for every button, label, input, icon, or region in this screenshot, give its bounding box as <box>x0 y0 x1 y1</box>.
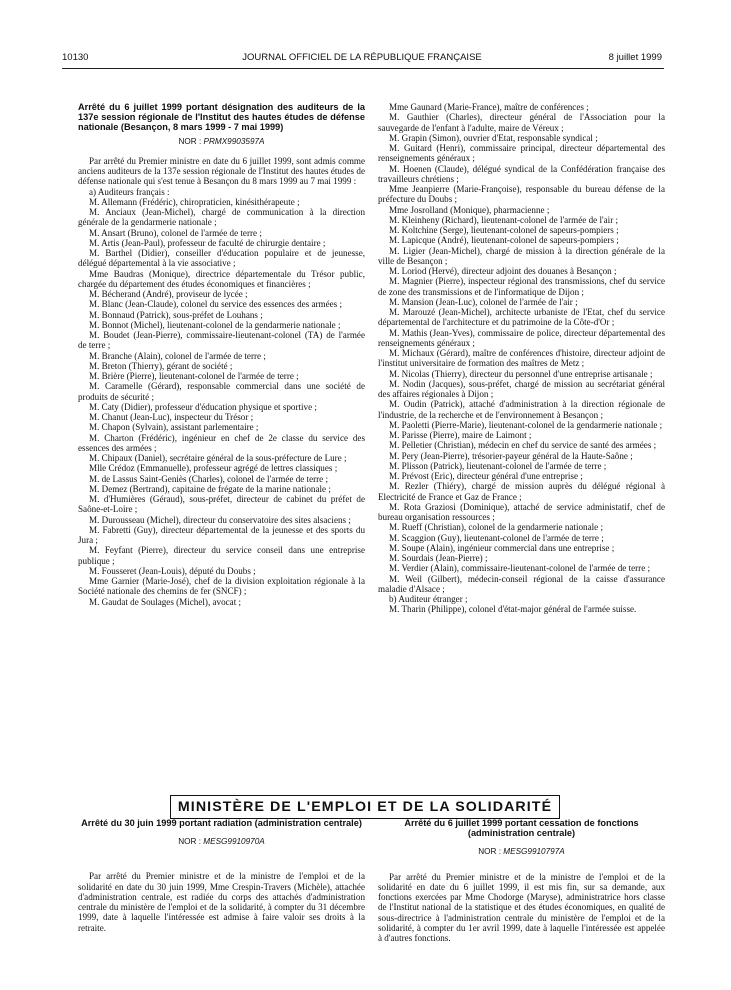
list-item: M. Nodin (Jacques), sous-préfet, chargé de mission au secrétariat général des affaires régionales à Dijon ; <box>378 378 665 399</box>
list-item: M. Breton (Thierry), gérant de société ; <box>89 360 233 371</box>
list-item: M. Hoenen (Claude), délégué syndical de la Confédération française des travailleurs chrétiens ; <box>378 163 665 184</box>
arrete2-nor-code: MESG9910970A <box>203 837 265 847</box>
list-item: M. Mansion (Jean-Luc), colonel de l'armée de l'air ; <box>389 296 578 307</box>
list-item: M. Anciaux (Jean-Michel), chargé de communication à la direction générale de la gendarmerie nationale ; <box>78 207 365 228</box>
list-item: M. Plisson (Patrick), lieutenant-colonel de l'armée de terre ; <box>389 460 607 471</box>
list-item: Mme Jeanpierre (Marie-Françoise), responsable du bureau défense de la préfecture du Doubs ; <box>378 184 665 205</box>
list-item: M. Nicolas (Thierry), directeur du personnel d'une entreprise artisanale ; <box>389 368 653 379</box>
list-item: M. Barthel (Didier), conseiller d'éducation populaire et de jeunesse, délégué départemental à la vie associative ; <box>78 248 365 269</box>
list-item: M. Durousseau (Michel), directeur du conservatoire des sites alsaciens ; <box>89 514 351 525</box>
list-item: M. Pelletier (Christian), médecin en chef du service de santé des armées ; <box>389 440 657 451</box>
list-item: M. Lapicque (André), lieutenant-colonel de sapeurs-pompiers ; <box>389 235 619 246</box>
arrete2-nor-label: NOR : <box>178 837 201 847</box>
list-item: M. Verdier (Alain), commissaire-lieutenant-colonel de l'armée de terre ; <box>389 563 651 574</box>
list-item: M. Demez (Bertrand), capitaine de frégate de la marine nationale ; <box>89 483 331 494</box>
list-item: Mlle Crédoz (Emmanuelle), professeur agrégé de lettres classiques ; <box>89 463 338 474</box>
list-item: M. Artis (Jean-Paul), professeur de faculté de chirurgie dentaire ; <box>89 237 326 248</box>
list-item: M. Ansart (Bruno), colonel de l'armée de terre ; <box>89 227 262 238</box>
arrete2-title: Arrêté du 30 juin 1999 portant radiation (administration centrale) <box>81 818 362 828</box>
list-item: M. Scaggion (Guy), lieutenant-colonel de l'armée de terre ; <box>389 532 604 543</box>
list-item: M. Caty (Didier), professeur d'éducation physique et sportive ; <box>89 401 317 412</box>
list-item: M. Gaudat de Soulages (Michel), avocat ; <box>89 596 242 607</box>
list-item: M. Guitard (Henri), commissaire principal, directeur départemental des renseignements généraux ; <box>378 143 665 164</box>
list-item: M. Weil (Gilbert), médecin-conseil régional de la caisse d'assurance maladie d'Alsace ; <box>378 573 665 594</box>
list-item: M. Fabretti (Guy), directeur départemental de la jeunesse et des sports du Jura ; <box>78 524 365 546</box>
list-item: M. Bécherand (André), proviseur de lycée ; <box>89 289 248 300</box>
list-item: M. d'Humières (Géraud), sous-préfet, directeur de cabinet du préfet de Saône-et-Loire ; <box>78 494 365 515</box>
list-item: M. Oudin (Patrick), attaché d'administration à la direction régionale de l'industrie, de la recherche et de l'environnement à Besançon ; <box>378 399 665 420</box>
list-item: M. Charton (Frédéric), ingénieur en chef de 2e classe du service des essences des armées ; <box>78 432 365 453</box>
arrete2-text: Par arrêté du Premier ministre et de la ministre de l'emploi et de la solidarité en date du 30 juin 1999, Mme Crespin-Travers (Michèle), attachée d'administration centrale, est radiée du corps des attachés d'administration centrale du ministère de l'emploi et de la solidarité, à compter du 31 décembre 1999, date à laquelle l'intéressée est admise à faire valoir ses droits à la retraite. <box>78 871 365 933</box>
list-item: M. Rezler (Thiéry), chargé de mission auprès du délégué régional à Electricité de France et Gaz de France ; <box>378 481 665 502</box>
list-item: M. Bonnaud (Patrick), sous-préfet de Louhans ; <box>89 309 263 320</box>
list-item: M. Kleinheny (Richard), lieutenant-colonel de l'armée de l'air ; <box>389 214 619 225</box>
arrete1-right-list <box>378 102 665 615</box>
list-item: M. Mathis (Jean-Yves), commissaire de police, directeur départemental des renseignements généraux ; <box>378 327 665 348</box>
arrete3-column <box>378 818 665 943</box>
arrete3-title: Arrêté du 6 juillet 1999 portant cessation de fonctions (administration centrale) <box>404 818 639 839</box>
list-item: M. Rota Graziosi (Dominique), attaché de service administatif, chef de bureau organisation ressources ; <box>378 501 665 522</box>
issue-date: 8 juillet 1999 <box>608 52 662 63</box>
page-header <box>62 52 662 66</box>
list-item: M. Prévost (Eric), directeur général d'une entreprise ; <box>389 471 583 481</box>
list-item: M. Loriod (Hervé), directeur adjoint des douanes à Besançon ; <box>389 266 617 276</box>
list-item: M. Feyfant (Pierre), directeur du service conseil dans une entreprise publique ; <box>78 545 365 566</box>
arrete1-nor-label: NOR : <box>178 136 202 146</box>
list-item: M. Parisse (Pierre), maire de Laimont ; <box>389 430 532 440</box>
arrete3-nor <box>378 847 665 857</box>
list-item: M. Gauthier (Charles), directeur général de l'Association pour la sauvegarde de l'enfant à l'adulte, maire de Véreux ; <box>378 112 665 133</box>
arrete1-nor-code: PRMX9903597A <box>203 136 265 146</box>
list-item: M. Blanc (Jean-Claude), colonel du service des essences des armées ; <box>89 299 343 310</box>
arrete3-nor-code: MESG9910797A <box>503 847 565 857</box>
list-item: M. Branche (Alain), colonel de l'armée de terre ; <box>89 350 266 361</box>
arrete1-title: Arrêté du 6 juillet 1999 portant désignation des auditeurs de la 137e session régionale de l'Institut des hautes études de défense nationale (Besançon, 8 mars 1999 - 7 mai 1999) <box>78 102 365 133</box>
ministry-name: MINISTÈRE DE L'EMPLOI ET DE LA SOLIDARITÉ <box>177 799 553 815</box>
list-item: M. Caramelle (Gérard), responsable commercial dans une société de produits de sécurité ; <box>78 381 365 402</box>
list-item: a) Auditeurs français : <box>89 186 170 197</box>
list-item: M. Ligier (Jean-Michel), chargé de mission à la direction générale de la ville de Besançon ; <box>378 245 665 266</box>
list-item: M. Soupe (Alain), ingénieur commercial dans une entreprise ; <box>389 542 615 553</box>
list-item: M. Chapon (Sylvain), assistant parlementaire ; <box>89 422 259 433</box>
arrete2-nor <box>78 837 365 847</box>
arrete2-column <box>78 818 365 933</box>
list-item: M. Tharin (Philippe), colonel d'état-major général de l'armée suisse. <box>389 604 637 615</box>
list-item: Mme Garnier (Marie-José), chef de la division exploitation régionale à la Société nationale des chemins de fer (SNCF) ; <box>78 576 365 597</box>
list-item: M. Fousseret (Jean-Louis), député du Doubs ; <box>89 565 256 576</box>
list-item: M. de Lassus Saint-Geniès (Charles), colonel de l'armée de terre ; <box>89 473 329 484</box>
journal-title: JOURNAL OFFICIEL DE LA RÉPUBLIQUE FRANÇAISE <box>242 52 482 63</box>
list-item: M. Chipaux (Daniel), secrétaire général de la sous-préfecture de Lure ; <box>89 453 347 464</box>
list-item: M. Pery (Jean-Pierre), trésorier-payeur général de la Haute-Saône ; <box>389 450 633 461</box>
list-item: M. Koltchine (Serge), lieutenant-colonel de sapeurs-pompiers ; <box>389 225 619 235</box>
list-item: M. Brière (Pierre), lieutenant-colonel de l'armée de terre ; <box>89 371 299 382</box>
list-item: Mme Baudras (Monique), directrice départementale du Trésor public, chargée du département des études économiques et financières ; <box>78 268 365 289</box>
arrete3-text: Par arrêté du Premier ministre et de la ministre de l'emploi et de la solidarité en date du 6 juillet 1999, il est mis fin, sur sa demande, aux fonctions exercées par Mme Chodorge (Maryse), administratrice hors classe de l'Institut national de la statistique et des études économiques, en qualité de sous-directrice à l'administration centrale du ministère de l'emploi et de la solidarité, à compter du 1er avril 1999, date à laquelle l'intéressée est appelée à d'autres fonctions. <box>378 871 665 944</box>
arrete1-nor <box>78 137 365 147</box>
arrete1-left-column <box>78 102 365 607</box>
list-item: M. Bonnot (Michel), lieutenant-colonel de la gendarmerie nationale ; <box>89 319 341 330</box>
list-item: M. Michaux (Gérard), maître de conférences d'histoire, directeur adjoint de l'institut universitaire de formation des maîtres de Metz ; <box>378 348 665 369</box>
list-item: M. Rueff (Christian), colonel de la gendarmerie nationale ; <box>389 522 603 533</box>
arrete1-left-list <box>78 156 365 607</box>
ministry-banner <box>170 795 560 819</box>
list-item: Mme Josrolland (Monique), pharmacienne ; <box>389 204 550 215</box>
list-item: M. Boudet (Jean-Pierre), commissaire-lieutenant-colonel (TA) de l'armée de terre ; <box>78 330 365 351</box>
page-number: 10130 <box>62 52 89 63</box>
header-rule <box>62 68 664 69</box>
list-item: M. Paoletti (Pierre-Marie), lieutenant-colonel de la gendarmerie nationale ; <box>389 419 663 430</box>
list-item: b) Auditeur étranger ; <box>389 594 468 604</box>
list-item: Par arrêté du Premier ministre en date du 6 juillet 1999, sont admis comme anciens auditeurs de la 137e session régionale de l'Institut des hautes études de défense nationale qui s'est tenue à Besançon du 8 mars 1999 au 7 mai 1999 : <box>78 155 365 187</box>
list-item: M. Chanut (Jean-Luc), inspecteur du Trésor ; <box>89 412 254 423</box>
list-item: M. Allemann (Frédéric), chiropraticien, kinésithérapeute ; <box>89 196 300 207</box>
arrete1-right-column <box>378 102 665 615</box>
list-item: M. Sourdais (Jean-Pierre) ; <box>389 553 488 563</box>
list-item: Mme Gaunard (Marie-France), maître de conférences ; <box>389 102 589 112</box>
list-item: M. Marouzé (Jean-Michel), architecte urbaniste de l'Etat, chef du service départemental de l'architecture et du patrimoine de la Côte-d'Or ; <box>378 307 665 328</box>
list-item: M. Grapin (Simon), ouvrier d'Etat, responsable syndical ; <box>389 132 598 143</box>
arrete3-nor-label: NOR : <box>478 847 501 857</box>
list-item: M. Magnier (Pierre), inspecteur régional des transmissions, chef du service de zone des transmissions et de l'informatique de Dijon ; <box>378 276 665 297</box>
